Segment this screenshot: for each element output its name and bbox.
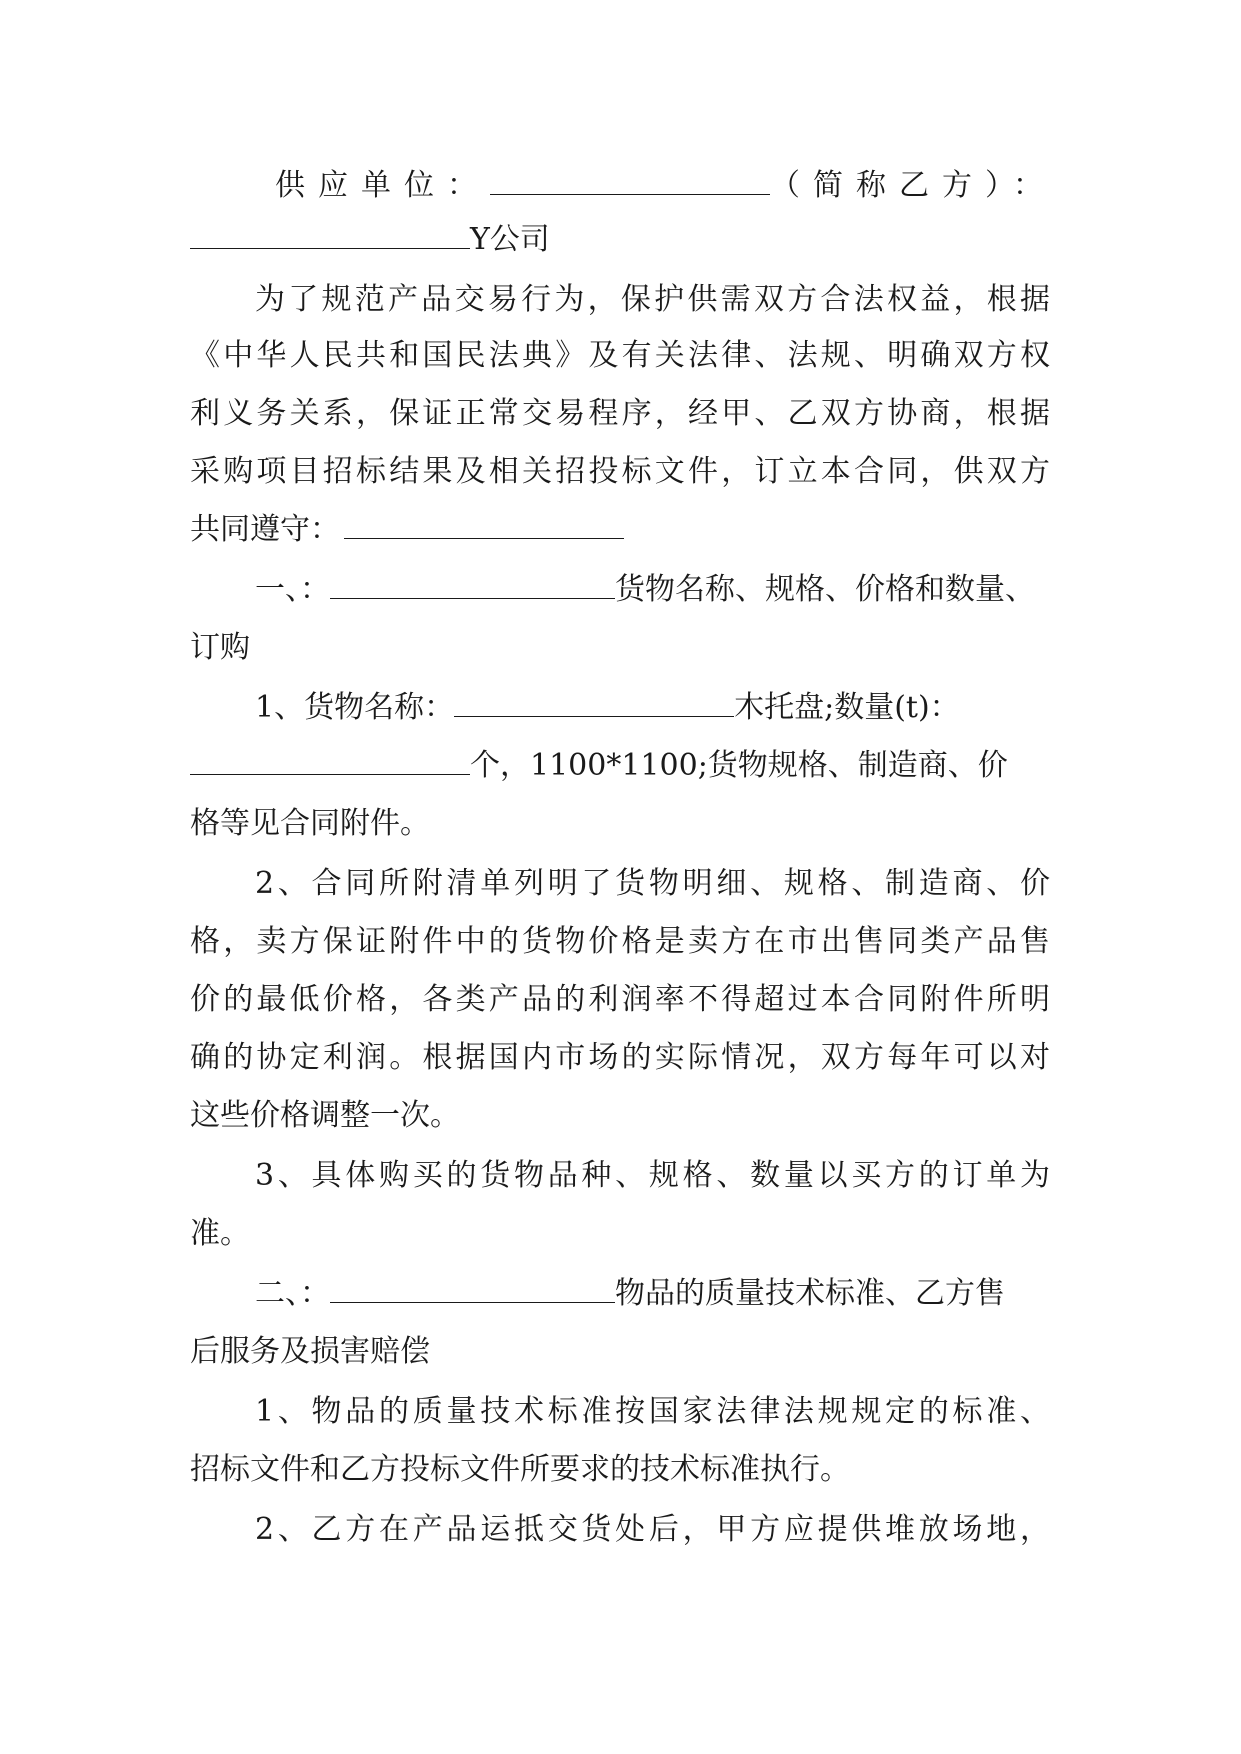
supplier-company-line xyxy=(190,222,550,258)
section1-item1-line3: 格等见合同附件。 xyxy=(190,806,430,841)
section1-item2-line2: 格，卖方保证附件中的货物价格是卖方在市出售同类产品售 xyxy=(190,924,1050,959)
section2-item1-line2: 招标文件和乙方投标文件所要求的技术标准执行。 xyxy=(190,1452,850,1487)
supplier-alias: （简称乙方）： xyxy=(770,168,1056,203)
item1-mid: 木托盘;数量(t)： xyxy=(734,690,960,725)
preamble-line-2: 《中华人民共和国民法典》及有关法律、法规、明确双方权 xyxy=(190,338,1050,373)
section1-item2-line5: 这些价格调整一次。 xyxy=(190,1098,460,1133)
section1-item2-line1: 2、合同所附清单列明了货物明细、规格、制造商、价 xyxy=(255,866,1050,901)
section1-item3-line1: 3、具体购买的货物品种、规格、数量以买方的订单为 xyxy=(255,1158,1050,1193)
company-suffix: Y公司 xyxy=(470,222,550,257)
preamble-line-3: 利义务关系，保证正常交易程序，经甲、乙双方协商，根据 xyxy=(190,396,1050,431)
section2-prefix: 二、： xyxy=(255,1276,330,1311)
section1-title-rest: 货物名称、规格、价格和数量、 xyxy=(615,572,1035,607)
section1-heading-cont: 订购 xyxy=(190,630,250,665)
section1-blank[interactable] xyxy=(330,576,615,599)
preamble-line-1: 为了规范产品交易行为，保护供需双方合法权益，根据 xyxy=(255,282,1050,317)
item1-quantity-blank[interactable] xyxy=(190,752,470,775)
section2-item1-line1: 1、物品的质量技术标准按国家法律法规规定的标准、 xyxy=(255,1394,1050,1429)
section1-item3-line2: 准。 xyxy=(190,1216,250,1251)
preamble-blank[interactable] xyxy=(344,516,624,539)
section2-heading xyxy=(255,1276,1005,1312)
supplier-label: 供应单位： xyxy=(275,168,490,203)
section1-item1-line2 xyxy=(190,748,1008,784)
section2-heading-cont: 后服务及损害赔偿 xyxy=(190,1334,430,1369)
section1-item1-line1 xyxy=(255,690,960,726)
section1-heading xyxy=(255,572,1035,608)
section1-prefix: 一、： xyxy=(255,572,330,607)
company-name-blank[interactable] xyxy=(190,226,470,249)
section2-title-rest: 物品的质量技术标准、乙方售 xyxy=(615,1276,1005,1311)
preamble-line-5 xyxy=(190,512,624,548)
preamble-line-4: 采购项目招标结果及相关招投标文件，订立本合同，供双方 xyxy=(190,454,1050,489)
preamble-line-5-text: 共同遵守： xyxy=(190,512,340,547)
item1-goods-blank[interactable] xyxy=(454,694,734,717)
item1-line2-text: 个，1100*1100;货物规格、制造商、价 xyxy=(470,748,1008,783)
supplier-line xyxy=(275,168,1056,204)
section1-item2-line3: 价的最低价格，各类产品的利润率不得超过本合同附件所明 xyxy=(190,982,1050,1017)
section2-item2-line1: 2、乙方在产品运抵交货处后，甲方应提供堆放场地， xyxy=(255,1512,1050,1547)
supplier-name-blank[interactable] xyxy=(490,172,770,195)
item1-prefix: 1、货物名称： xyxy=(255,690,455,725)
section2-blank[interactable] xyxy=(330,1280,615,1303)
section1-item2-line4: 确的协定利润。根据国内市场的实际情况，双方每年可以对 xyxy=(190,1040,1050,1075)
